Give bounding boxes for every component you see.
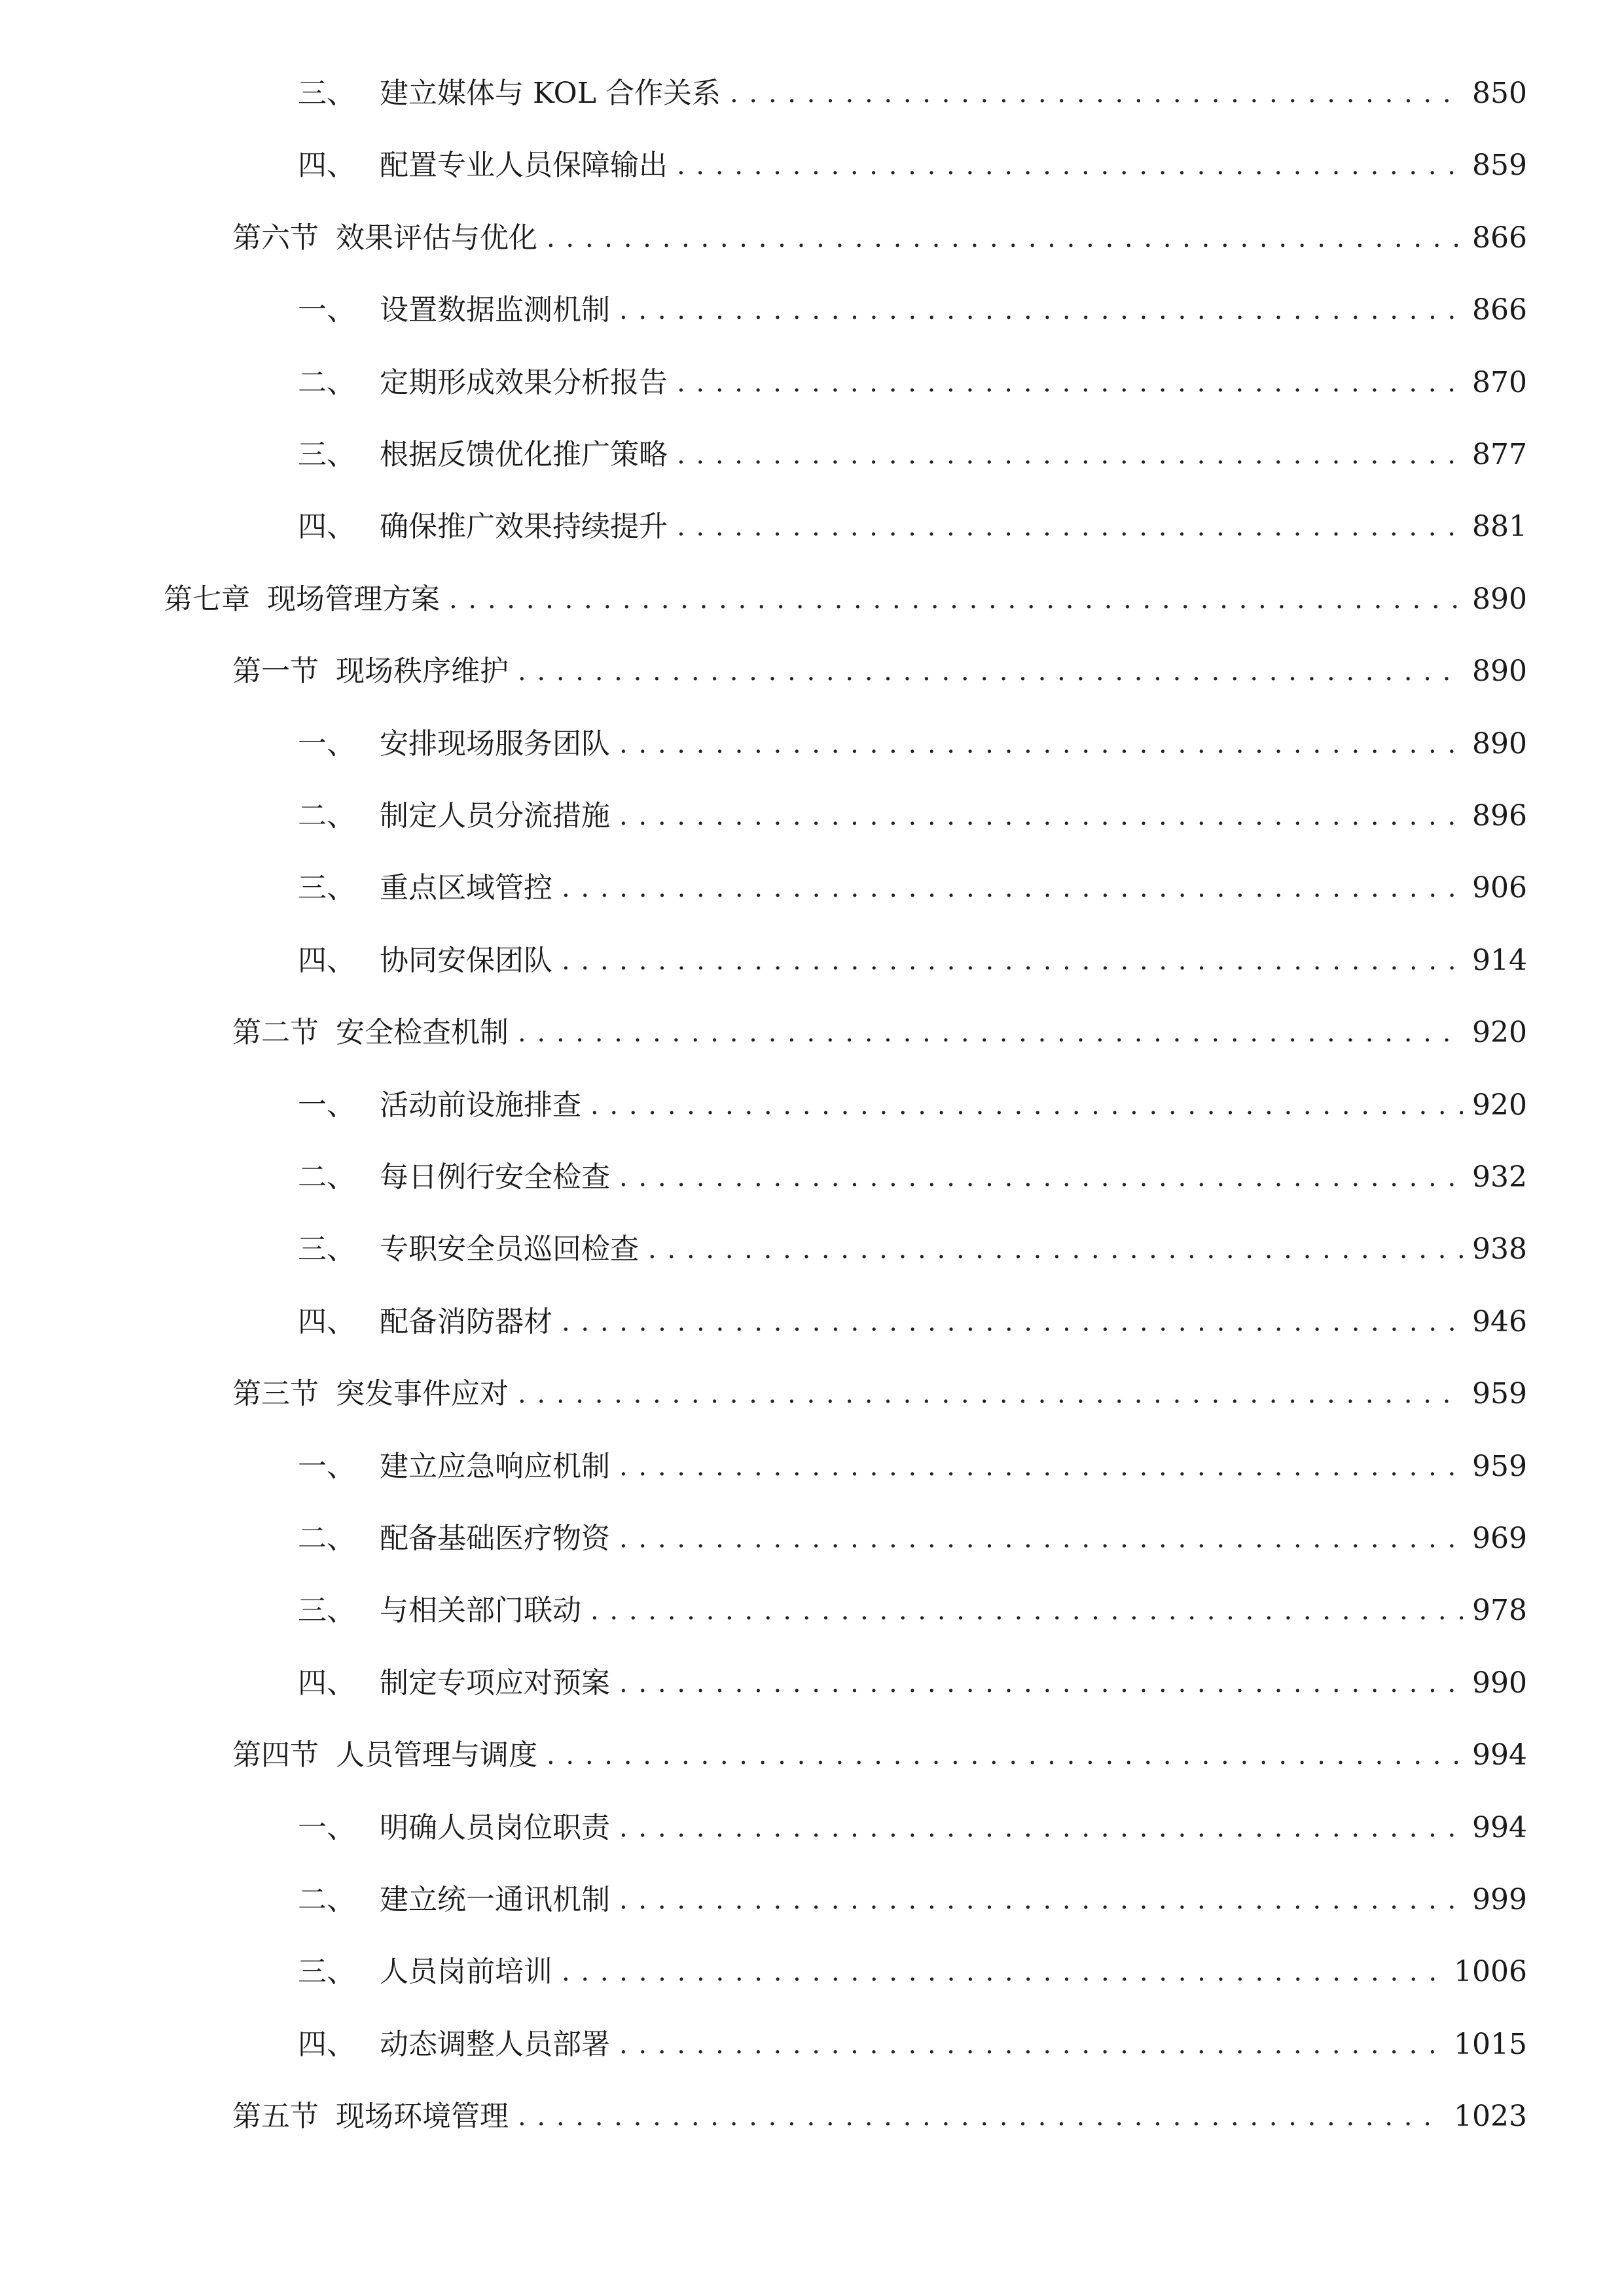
- toc-dot-leader: [677, 429, 1463, 481]
- toc-entry-page-number: 896: [1472, 799, 1527, 833]
- toc-entry[interactable]: [298, 1802, 1527, 1854]
- toc-entry-page-number: 1015: [1454, 2028, 1527, 2061]
- toc-entry-number: 四、: [298, 149, 355, 182]
- toc-entry-number: 第七章: [164, 583, 250, 616]
- toc-entry-title: 根据反馈优化推广策略: [380, 438, 668, 471]
- toc-entry[interactable]: [298, 1513, 1527, 1565]
- toc-entry[interactable]: [164, 573, 1527, 626]
- toc-entry-page-number: 890: [1472, 727, 1527, 761]
- toc-entry-page-number: 994: [1472, 1738, 1527, 1772]
- toc-entry-page-number: 938: [1472, 1232, 1527, 1266]
- toc-dot-leader: [518, 2090, 1445, 2143]
- toc-entry-number: 第三节: [232, 1377, 319, 1410]
- toc-entry[interactable]: [298, 67, 1527, 120]
- toc-dot-leader: [648, 1223, 1463, 1276]
- toc-entry-number: 二、: [298, 1160, 355, 1194]
- toc-dot-leader: [449, 573, 1463, 626]
- toc-entry-title: 建立统一通讯机制: [380, 1883, 610, 1916]
- toc-dot-leader: [619, 2018, 1445, 2071]
- toc-entry-page-number: 959: [1472, 1377, 1527, 1410]
- toc-entry[interactable]: [298, 1296, 1527, 1348]
- toc-entry-page-number: 920: [1472, 1016, 1527, 1049]
- toc-entry-number: 四、: [298, 510, 355, 543]
- toc-entry-page-number: 877: [1472, 438, 1527, 471]
- toc-dot-leader: [590, 1079, 1463, 1132]
- toc-entry-number: 四、: [298, 1666, 355, 1700]
- toc-entry[interactable]: [298, 2018, 1527, 2071]
- toc-entry-number: 一、: [298, 293, 355, 327]
- toc-entry-page-number: 932: [1472, 1160, 1527, 1194]
- toc-entry-number: 二、: [298, 799, 355, 833]
- toc-dot-leader: [619, 1874, 1463, 1926]
- toc-entry[interactable]: [298, 1151, 1527, 1204]
- toc-dot-leader: [547, 212, 1463, 264]
- toc-entry-number: 一、: [298, 1450, 355, 1483]
- toc-dot-leader: [730, 67, 1463, 120]
- toc-entry-page-number: 850: [1472, 77, 1527, 110]
- toc-entry-number: 三、: [298, 438, 355, 471]
- toc-entry[interactable]: [298, 429, 1527, 481]
- toc-entry-title: 现场管理方案: [267, 583, 440, 616]
- toc-dot-leader: [518, 1007, 1463, 1059]
- toc-entry[interactable]: [298, 139, 1527, 192]
- toc-entry-number: 第六节: [232, 221, 319, 255]
- toc-entry-number: 第五节: [232, 2100, 319, 2133]
- toc-entry-title: 配备消防器材: [380, 1305, 552, 1338]
- toc-entry-page-number: 881: [1472, 510, 1527, 543]
- toc-dot-leader: [562, 862, 1463, 914]
- toc-entry-page-number: 859: [1472, 149, 1527, 182]
- toc-entry[interactable]: [298, 935, 1527, 987]
- toc-entry-number: 二、: [298, 1883, 355, 1916]
- toc-entry-title: 设置数据监测机制: [380, 293, 610, 327]
- toc-entry[interactable]: [298, 790, 1527, 842]
- toc-entry-number: 二、: [298, 1522, 355, 1555]
- toc-dot-leader: [619, 790, 1463, 842]
- toc-entry-page-number: 994: [1472, 1811, 1527, 1844]
- toc-dot-leader: [677, 501, 1463, 553]
- toc-dot-leader: [677, 139, 1463, 192]
- toc-entry-number: 三、: [298, 871, 355, 905]
- toc-entry-title: 动态调整人员部署: [380, 2028, 610, 2061]
- toc-entry[interactable]: [298, 284, 1527, 336]
- toc-entry-number: 一、: [298, 1811, 355, 1844]
- toc-entry-number: 三、: [298, 1594, 355, 1627]
- toc-entry-title: 人员管理与调度: [336, 1738, 537, 1772]
- toc-entry[interactable]: [298, 1946, 1527, 1998]
- toc-entry-title: 制定人员分流措施: [380, 799, 610, 833]
- toc-entry-title: 确保推广效果持续提升: [380, 510, 668, 543]
- toc-entry-page-number: 906: [1472, 871, 1527, 905]
- toc-dot-leader: [619, 1802, 1463, 1854]
- toc-dot-leader: [619, 284, 1463, 336]
- toc-entry-page-number: 866: [1472, 293, 1527, 327]
- toc-entry-title: 配置专业人员保障输出: [380, 149, 668, 182]
- toc-dot-leader: [590, 1585, 1463, 1637]
- toc-entry-title: 安排现场服务团队: [380, 727, 610, 761]
- toc-entry-page-number: 1006: [1454, 1955, 1527, 1988]
- toc-entry[interactable]: [232, 1368, 1527, 1420]
- toc-entry-page-number: 1023: [1454, 2100, 1527, 2133]
- toc-entry-title: 与相关部门联动: [380, 1594, 581, 1627]
- toc-dot-leader: [619, 1441, 1463, 1493]
- toc-entry-page-number: 920: [1472, 1088, 1527, 1122]
- toc-entry[interactable]: [298, 1585, 1527, 1637]
- toc-entry-title: 定期形成效果分析报告: [380, 366, 668, 399]
- toc-entry-number: 第一节: [232, 655, 319, 688]
- toc-dot-leader: [518, 645, 1463, 698]
- toc-entry-page-number: 946: [1472, 1305, 1527, 1338]
- toc-dot-leader: [518, 1368, 1463, 1420]
- toc-entry[interactable]: [298, 718, 1527, 770]
- toc-entry-title: 明确人员岗位职责: [380, 1811, 610, 1844]
- toc-entry[interactable]: [232, 2090, 1527, 2143]
- toc-entry-title: 效果评估与优化: [336, 221, 537, 255]
- toc-entry[interactable]: [298, 1874, 1527, 1926]
- toc-entry-page-number: 870: [1472, 366, 1527, 399]
- toc-entry[interactable]: [232, 645, 1527, 698]
- toc-entry-title: 建立应急响应机制: [380, 1450, 610, 1483]
- toc-entry-page-number: 890: [1472, 583, 1527, 616]
- toc-entry-page-number: 914: [1472, 944, 1527, 977]
- toc-entry-page-number: 999: [1472, 1883, 1527, 1916]
- toc-entry-number: 三、: [298, 1955, 355, 1988]
- toc-dot-leader: [562, 1946, 1445, 1998]
- toc-entry[interactable]: [298, 1657, 1527, 1710]
- toc-entry[interactable]: [298, 1223, 1527, 1276]
- toc-entry-number: 四、: [298, 944, 355, 977]
- toc-entry-title: 制定专项应对预案: [380, 1666, 610, 1700]
- toc-entry-number: 一、: [298, 727, 355, 761]
- toc-entry-number: 四、: [298, 1305, 355, 1338]
- toc-entry[interactable]: [298, 1079, 1527, 1132]
- toc-entry-page-number: 959: [1472, 1450, 1527, 1483]
- toc-entry-title: 安全检查机制: [336, 1016, 509, 1049]
- toc-entry-title: 人员岗前培训: [380, 1955, 552, 1988]
- toc-entry-title: 配备基础医疗物资: [380, 1522, 610, 1555]
- toc-entry[interactable]: [298, 501, 1527, 553]
- toc-entry-page-number: 866: [1472, 221, 1527, 255]
- toc-entry-number: 第四节: [232, 1738, 319, 1772]
- toc-entry[interactable]: [232, 212, 1527, 264]
- toc-entry-page-number: 890: [1472, 655, 1527, 688]
- toc-entry-title: 重点区域管控: [380, 871, 552, 905]
- toc-dot-leader: [619, 1151, 1463, 1204]
- toc-dot-leader: [619, 1657, 1463, 1710]
- toc-entry-title: 建立媒体与 KOL 合作关系: [380, 77, 721, 110]
- toc-dot-leader: [677, 357, 1463, 409]
- toc-dot-leader: [547, 1729, 1463, 1782]
- toc-entry-title: 突发事件应对: [336, 1377, 509, 1410]
- toc-entry[interactable]: [298, 357, 1527, 409]
- toc-entry[interactable]: [232, 1729, 1527, 1782]
- toc-dot-leader: [619, 1513, 1463, 1565]
- toc-entry-page-number: 978: [1472, 1594, 1527, 1627]
- toc-dot-leader: [562, 935, 1463, 987]
- toc-entry[interactable]: [298, 1441, 1527, 1493]
- toc-entry[interactable]: [232, 1007, 1527, 1059]
- toc-dot-leader: [619, 718, 1463, 770]
- toc-entry-number: 四、: [298, 2028, 355, 2061]
- toc-entry-number: 第二节: [232, 1016, 319, 1049]
- toc-entry-title: 活动前设施排查: [380, 1088, 581, 1122]
- toc-entry-number: 三、: [298, 77, 355, 110]
- toc-entry-number: 二、: [298, 366, 355, 399]
- toc-entry-title: 每日例行安全检查: [380, 1160, 610, 1194]
- toc-entry-page-number: 969: [1472, 1522, 1527, 1555]
- toc-entry-title: 现场环境管理: [336, 2100, 509, 2133]
- toc-entry[interactable]: [298, 862, 1527, 914]
- toc-entry-title: 现场秩序维护: [336, 655, 509, 688]
- toc-entry-title: 协同安保团队: [380, 944, 552, 977]
- toc-entry-page-number: 990: [1472, 1666, 1527, 1700]
- toc-entry-number: 一、: [298, 1088, 355, 1122]
- toc-entry-title: 专职安全员巡回检查: [380, 1232, 639, 1266]
- toc-entry-number: 三、: [298, 1232, 355, 1266]
- toc-dot-leader: [562, 1296, 1463, 1348]
